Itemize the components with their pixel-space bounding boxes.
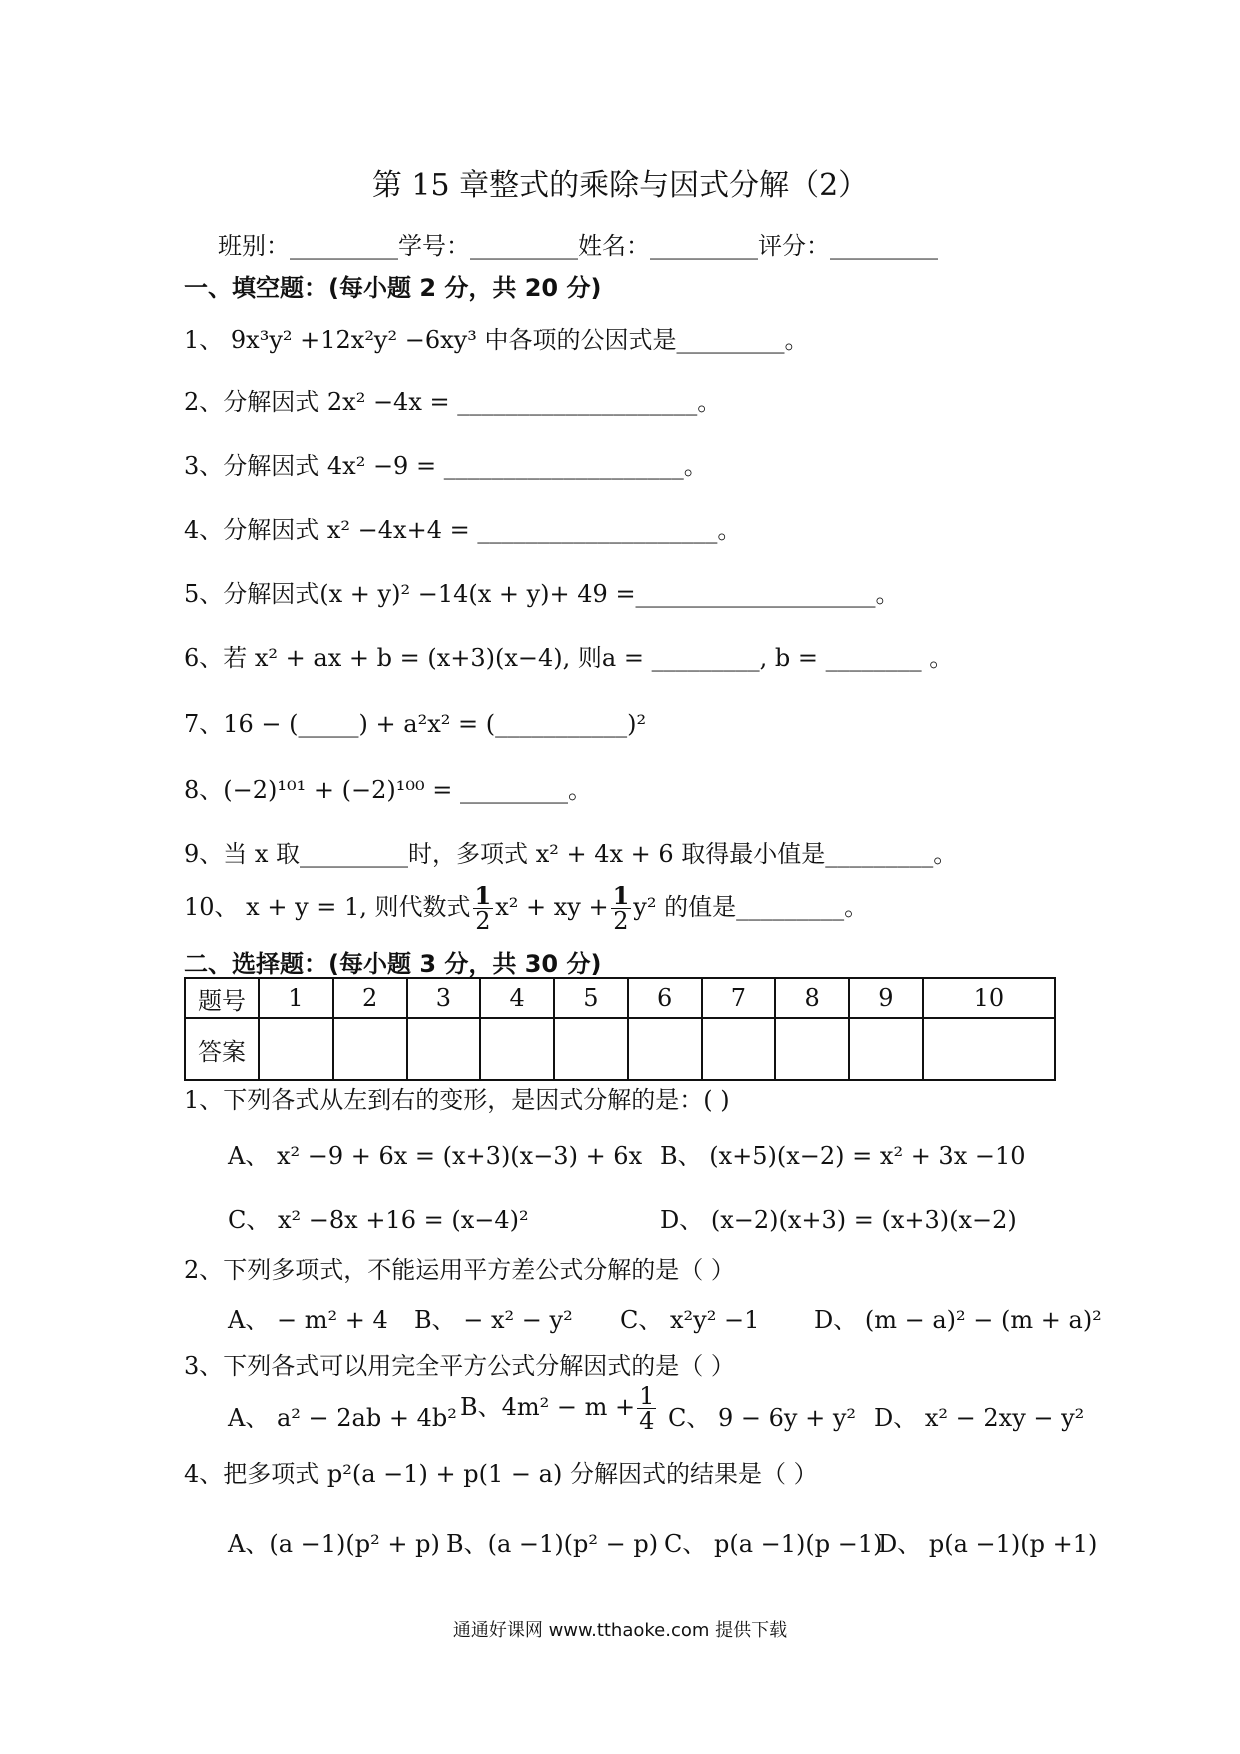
choice-question-1-option-d: D、 (x−2)(x+3) = (x+3)(x−2) xyxy=(660,1206,1017,1234)
fill-question-3: 3、分解因式 4x² −9 = ____________________。 xyxy=(184,452,708,480)
answer-table-number: 9 xyxy=(849,978,923,1018)
q10-fraction-1 xyxy=(473,881,494,935)
answer-cell[interactable] xyxy=(923,1018,1055,1080)
choice-question-4-stem: 4、把多项式 p²(a −1) + p(1 − a) 分解因式的结果是（ ） xyxy=(184,1460,818,1488)
choice-question-3-stem: 3、下列各式可以用完全平方公式分解因式的是（ ） xyxy=(184,1352,735,1380)
answer-table-answer-label: 答案 xyxy=(185,1018,259,1080)
answer-cell[interactable] xyxy=(259,1018,333,1080)
answer-table-number: 3 xyxy=(407,978,481,1018)
choice-question-4-option-a: A、(a −1)(p² + p) xyxy=(228,1530,440,1558)
fill-question-9: 9、当 x 取_________时，多项式 x² + 4x + 6 取得最小值是_________。 xyxy=(184,840,958,868)
answer-table-number: 2 xyxy=(333,978,407,1018)
choice-question-2-stem: 2、下列多项式，不能运用平方差公式分解的是（ ） xyxy=(184,1256,735,1284)
choice-question-4-option-c: C、 p(a −1)(p −1) xyxy=(664,1530,883,1558)
section-choice-heading: 二、选择题：(每小题 3 分，共 30 分) xyxy=(184,950,602,978)
fill-question-4: 4、分解因式 x² −4x+4 = ____________________。 xyxy=(184,516,742,544)
fill-question-6: 6、若 x² + ax + b = (x+3)(x−4), 则a = _________, b = ________ 。 xyxy=(184,644,954,672)
answer-table-number: 7 xyxy=(702,978,776,1018)
answer-table-number: 8 xyxy=(775,978,849,1018)
fill-question-10 xyxy=(184,881,869,935)
q10-fraction-1-denominator: 2 xyxy=(475,907,491,935)
answer-cell[interactable] xyxy=(480,1018,554,1080)
option-b-fraction xyxy=(637,1384,656,1433)
answer-cell[interactable] xyxy=(407,1018,481,1080)
fill-question-5: 5、分解因式(x + y)² −14(x + y)+ 49 =____________________。 xyxy=(184,580,900,608)
fill-question-1: 1、 9x³y² +12x²y² −6xy³ 中各项的公因式是_________。 xyxy=(184,326,809,354)
answer-table-number: 10 xyxy=(923,978,1055,1018)
answer-cell[interactable] xyxy=(702,1018,776,1080)
choice-question-2-option-d: D、 (m − a)² − (m + a)² xyxy=(814,1306,1102,1334)
answer-table-header-label: 题号 xyxy=(185,978,259,1018)
section-fill-heading: 一、填空题：(每小题 2 分，共 20 分) xyxy=(184,274,602,302)
q10-fraction-2 xyxy=(611,881,632,935)
answer-cell[interactable] xyxy=(849,1018,923,1080)
choice-question-2-option-c: C、 x²y² −1 xyxy=(620,1306,760,1334)
answer-table-number: 1 xyxy=(259,978,333,1018)
answer-table xyxy=(184,977,1056,1081)
fill-question-8: 8、(−2)¹⁰¹ + (−2)¹⁰⁰ = _________。 xyxy=(184,776,592,804)
page-footer: 通通好课网 www.tthaoke.com 提供下载 xyxy=(452,1620,788,1641)
choice-question-4-option-d: D、 p(a −1)(p +1) xyxy=(878,1530,1098,1558)
choice-question-2-option-b: B、 − x² − y² xyxy=(414,1306,573,1334)
option-b-fraction-denominator: 4 xyxy=(639,1407,655,1435)
fill-question-2: 2、分解因式 2x² −4x = ____________________。 xyxy=(184,388,722,416)
q10-prefix: 10、 x + y = 1, 则代数式 xyxy=(184,893,471,921)
choice-question-2-option-a: A、 − m² + 4 xyxy=(228,1306,388,1334)
choice-question-1-option-b: B、 (x+5)(x−2) = x² + 3x −10 xyxy=(660,1142,1026,1170)
choice-question-1-stem: 1、下列各式从左到右的变形，是因式分解的是：( ) xyxy=(184,1086,730,1114)
page-title: 第 15 章整式的乘除与因式分解（2） xyxy=(371,168,869,203)
option-b-fraction-numerator: 1 xyxy=(639,1382,655,1410)
q10-fraction-2-denominator: 2 xyxy=(613,907,629,935)
choice-question-3-option-c: C、 9 − 6y + y² xyxy=(668,1404,857,1432)
choice-question-3-option-b xyxy=(460,1384,658,1433)
q10-suffix: y² 的值是_________。 xyxy=(633,893,869,921)
choice-question-4-option-b: B、(a −1)(p² − p) xyxy=(446,1530,659,1558)
answer-table-number: 4 xyxy=(480,978,554,1018)
q10-middle: x² + xy + xyxy=(495,893,609,921)
q10-fraction-1-numerator: 1 xyxy=(474,881,492,910)
q10-fraction-2-numerator: 1 xyxy=(612,881,630,910)
choice-question-3-option-d: D、 x² − 2xy − y² xyxy=(874,1404,1085,1432)
choice-question-1-option-a: A、 x² −9 + 6x = (x+3)(x−3) + 6x xyxy=(228,1142,643,1170)
answer-table-number: 6 xyxy=(628,978,702,1018)
answer-cell[interactable] xyxy=(554,1018,628,1080)
answer-cell[interactable] xyxy=(333,1018,407,1080)
answer-table-header-row xyxy=(185,978,1055,1018)
choice-question-1-option-c: C、 x² −8x +16 = (x−4)² xyxy=(228,1206,529,1234)
answer-cell[interactable] xyxy=(775,1018,849,1080)
fill-question-7: 7、16 − (_____) + a²x² = (___________)² xyxy=(184,710,647,738)
answer-cell[interactable] xyxy=(628,1018,702,1080)
answer-table-number: 5 xyxy=(554,978,628,1018)
answer-table-answer-row xyxy=(185,1018,1055,1080)
student-info-line: 班别：_________学号：_________姓名：_________评分：_________ xyxy=(218,232,938,260)
option-b-text: B、4m² − m + xyxy=(460,1393,636,1421)
choice-question-3-option-a: A、 a² − 2ab + 4b² xyxy=(228,1404,457,1432)
